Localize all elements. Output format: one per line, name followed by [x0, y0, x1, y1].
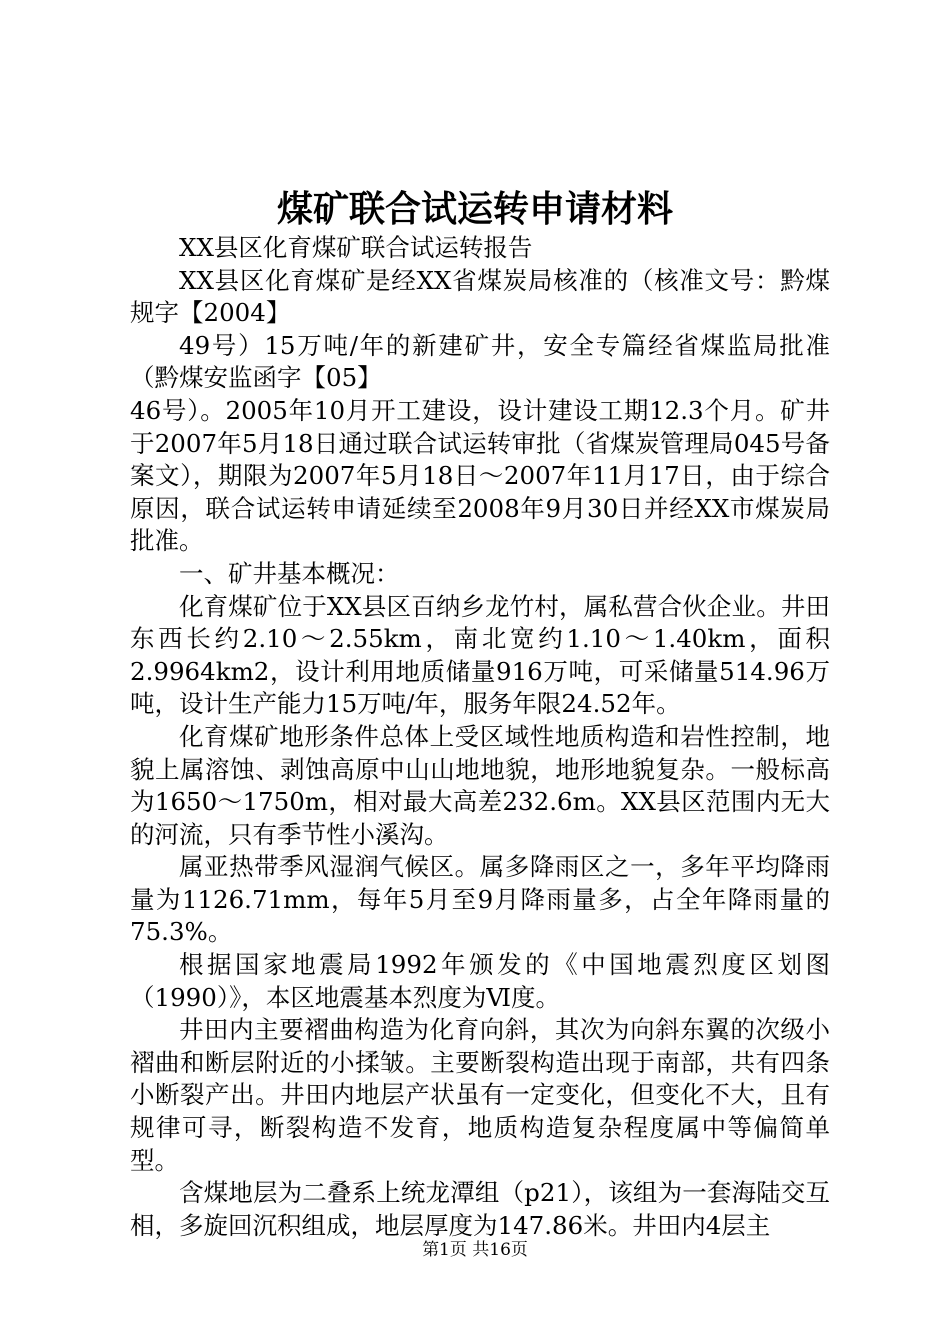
paragraph: 井田内主要褶曲构造为化育向斜，其次为向斜东翼的次级小褶曲和断层附近的小揉皱。主要断裂构造出现于南部，共有四条小断裂产出。井田内地层产状虽有一定变化，但变化不大，且有规律可寻，断裂构造不发育，地质构造复杂程度属中等偏简单型。	[130, 1015, 830, 1175]
paragraph: 化育煤矿地形条件总体上受区域性地质构造和岩性控制，地貌上属溶蚀、剥蚀高原中山山地地貌，地形地貌复杂。一般标高为1650～1750m，相对最大高差232.6m。XX县区范围内无大的河流，只有季节性小溪沟。	[130, 721, 830, 849]
document-title: 煤矿联合试运转申请材料	[276, 188, 673, 230]
paragraph: 含煤地层为二叠系上统龙潭组（p21），该组为一套海陆交互相，多旋回沉积组成，地层厚度为147.86米。井田内4层主	[130, 1178, 830, 1240]
paragraph: 49号）15万吨/年的新建矿井，安全专篇经省煤监局批准（黔煤安监函字【05】	[130, 330, 830, 393]
document-body	[130, 232, 830, 1242]
paragraph: 化育煤矿位于XX县区百纳乡龙竹村，属私营合伙企业。井田东西长约2.10～2.55km，南北宽约1.10～1.40km，面积2.9964km2，设计利用地质储量916万吨，可采储量514.96万吨，设计生产能力15万吨/年，服务年限24.52年。	[130, 591, 830, 719]
paragraph: 46号）。2005年10月开工建设，设计建设工期12.3个月。矿井于2007年5月18日通过联合试运转审批（省煤炭管理局045号备案文），期限为2007年5月18日～2007年11月17日，由于综合原因，联合试运转申请延续至2008年9月30日并经XX市煤炭局批准。	[130, 395, 830, 556]
paragraph: 根据国家地震局1992年颁发的《中国地震烈度区划图（1990）》，本区地震基本烈度为Ⅵ度。	[130, 950, 830, 1012]
paragraph: XX县区化育煤矿是经XX省煤炭局核准的（核准文号：黔煤规字【2004】	[130, 265, 830, 328]
page-footer: 第1页 共16页	[422, 1240, 528, 1260]
paragraph: 属亚热带季风湿润气候区。属多降雨区之一，多年平均降雨量为1126.71mm，每年5月至9月降雨量多，占全年降雨量的75.3%。	[130, 852, 830, 947]
section-heading: 一、矿井基本概况：	[179, 558, 400, 588]
paragraph: XX县区化育煤矿联合试运转报告	[179, 233, 533, 262]
